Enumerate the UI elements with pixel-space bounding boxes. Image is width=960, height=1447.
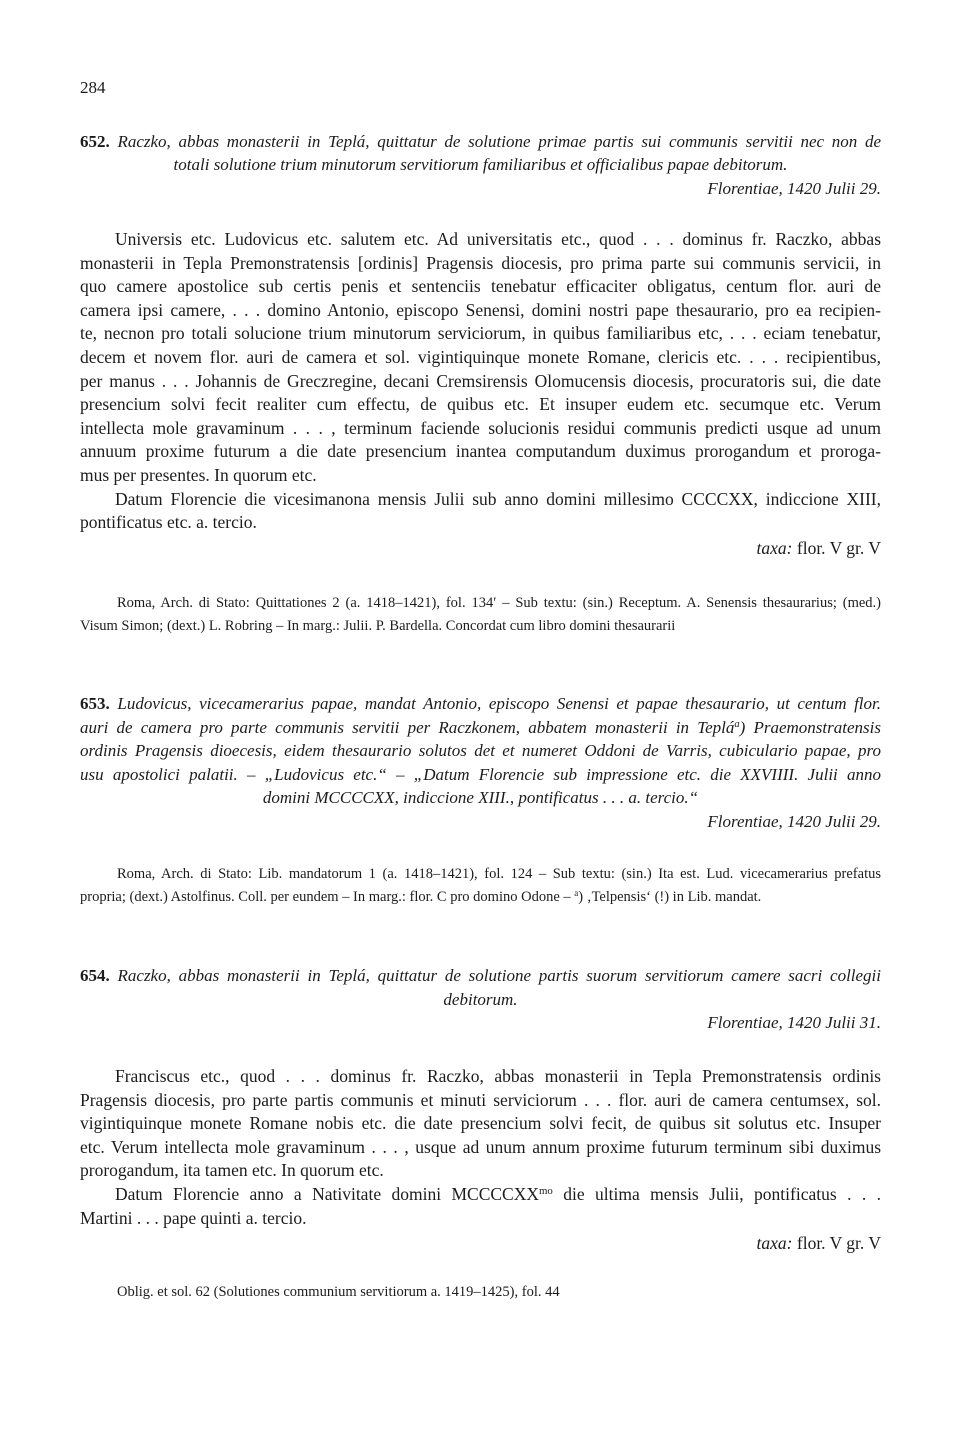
regest-text: Raczko, abbas monasterii in Teplá, quittatur de solutione partis suorum servitiorum camere sacri collegii <box>117 966 881 985</box>
regest-line <box>80 130 881 154</box>
source-note-652 <box>80 592 881 637</box>
regest-text: Ludovicus, vicecamerarius papae, mandat Antonio, episcopo Senensi et papae thesaurario, ut centum flor. <box>117 694 881 713</box>
regest-line: debitorum. <box>443 989 518 1009</box>
regest-line <box>80 964 881 988</box>
body-line: presencium solvi fecit realiter cum effectu, de quibus etc. Et insuper eudem etc. secumque etc. Verum <box>80 394 881 415</box>
body-line: quo camere apostolice sub certis penis et sentenciis tenebatur efficaciter obligatus, centum flor. auri de <box>80 276 881 297</box>
body-line: Datum Florencie die vicesimanona mensis Julii sub anno domini millesimo CCCCXX, indiccione XIII, <box>115 488 881 509</box>
source-line: Oblig. et sol. 62 (Solutiones communium servitiorum a. 1419–1425), fol. 44 <box>117 1284 560 1300</box>
body-line: te, necnon pro totali solucione trium minutorum serviciorum, in quibus familiaribus etc, . . . eciam tenebatur, <box>80 323 881 344</box>
entry-number: 654. <box>80 966 110 985</box>
place-date: Florentiae, 1420 Julii 31. <box>707 1013 881 1032</box>
body-line: Franciscus etc., quod . . . dominus fr. Raczko, abbas monasterii in Tepla Premonstratensis ordinis <box>115 1066 881 1086</box>
document-text-654 <box>80 1065 881 1256</box>
ordinal-superscript: mo <box>538 1185 553 1198</box>
regest-line: usu apostolici palatii. – „Ludovicus etc.“ – „Datum Florencie sub impressione etc. die XXVIIII. Julii anno <box>80 764 881 784</box>
place-date: Florentiae, 1420 Julii 29. <box>707 178 881 198</box>
taxa-label: taxa: <box>756 1233 793 1254</box>
body-text: Datum Florencie anno a Nativitate domini MCCCCXX <box>115 1183 539 1204</box>
taxa-value: flor. V gr. V <box>796 537 881 558</box>
regest-654 <box>80 964 881 1035</box>
body-line: Universis etc. Ludovicus etc. salutem etc. Ad universitatis etc., quod . . . dominus fr. Raczko, abbas <box>115 229 881 249</box>
body-line: Martini . . . pape quinti a. tercio. <box>80 1207 307 1228</box>
body-line: Pragensis diocesis, pro parte partis communis et minuti serviciorum . . . flor. auri de camera centumsex, sol. <box>80 1089 881 1110</box>
body-line: annuum proxime futurum a die date presencium inantea computandum duximus prorogandum et proroga- <box>80 441 881 462</box>
regest-text: auri de camera pro parte communis servitii per Raczkonem, abbatem monasterii in Teplá <box>80 717 735 737</box>
regest-line: ordinis Pragensis dioecesis, eidem thesaurario solutos det et numeret Oddoni de Varris, cubiculario papae, pro <box>80 741 881 760</box>
body-line: mus per presentes. In quorum etc. <box>80 464 317 485</box>
regest-line: totali solutione trium minutorum servitiorum familiaribus et officialibus papae debitorum. <box>173 155 788 174</box>
source-line <box>80 886 881 909</box>
regest-653 <box>80 692 881 833</box>
page-number: 284 <box>80 78 106 97</box>
body-line <box>80 1183 881 1207</box>
body-line: prorogandum, ita tamen etc. In quorum etc. <box>80 1160 384 1181</box>
source-note-653 <box>80 863 881 908</box>
document-text-652 <box>80 228 881 560</box>
regest-text: ) Praemonstratensis <box>739 717 881 737</box>
source-text: propria; (dext.) Astolfinus. Coll. per eundem – In marg.: flor. C pro domino Odone – <box>80 888 575 905</box>
regest-652 <box>80 130 881 201</box>
body-line: pontificatus etc. a. tercio. <box>80 512 257 533</box>
entry-number: 653. <box>80 694 110 713</box>
source-note-654 <box>80 1281 881 1304</box>
footnote-marker: a <box>574 887 579 898</box>
source-line: Visum Simon; (dext.) L. Robring – In marg.: Julii. P. Bardella. Concordat cum libro domini thesaurarii <box>80 617 676 634</box>
body-line: intellecta mole gravaminum . . . , terminum faciende solucionis residui communis predicti usque ad unum <box>80 417 881 438</box>
body-line: camera ipsi camere, . . . domino Antonio, episcopo Senensi, domini nostri pape thesaurario, pro ea recipien- <box>80 299 881 320</box>
source-line: Roma, Arch. di Stato: Quittationes 2 (a. 1418–1421), fol. 134′ – Sub textu: (sin.) Receptum. A. Senensis thesaurarius; (med.) <box>117 595 881 611</box>
regest-line <box>80 716 881 740</box>
taxa-label: taxa: <box>756 537 793 558</box>
taxa-line <box>80 1232 881 1256</box>
body-line: monasterii in Tepla Premonstratensis [ordinis] Pragensis diocesis, pro prima parte sui communis servicii, in <box>80 252 881 273</box>
body-line: vigintiquinque monete Romane nobis etc. die date presencium solvi fecit, de quibus sit solutus etc. Insuper <box>80 1113 881 1134</box>
regest-text: Raczko, abbas monasterii in Teplá, quittatur de solutione primae partis sui communis servitii nec non de <box>117 131 881 151</box>
regest-line: domini MCCCCXX, indiccione XIII., pontificatus . . . a. tercio.“ <box>262 788 699 807</box>
body-line: decem et novem flor. auri de camera et sol. vigintiquinque monete Romane, clericis etc. . . . recipientibus, <box>80 346 881 367</box>
taxa-value: flor. V gr. V <box>796 1233 881 1254</box>
body-line: per manus . . . Johannis de Greczregine, decani Cremsirensis Olomucensis diocesis, procuratoris sui, die date <box>80 370 881 391</box>
body-line: etc. Verum intellecta mole gravaminum . . . , usque ad unum annum proxime futurum terminum sibi duximus <box>80 1136 881 1157</box>
place-date: Florentiae, 1420 Julii 29. <box>707 811 881 831</box>
source-text: ) ‚Telpensis‘ (!) in Lib. mandat. <box>578 888 762 905</box>
regest-line <box>80 692 881 716</box>
taxa-line <box>80 537 881 561</box>
source-line: Roma, Arch. di Stato: Lib. mandatorum 1 (a. 1418–1421), fol. 124 – Sub textu: (sin.) Ita est. Lud. vicecamerarius prefatus <box>117 866 881 882</box>
body-text: die ultima mensis Julii, pontificatus . . . <box>552 1183 881 1204</box>
entry-number: 652. <box>80 131 110 151</box>
footnote-marker: a <box>734 718 740 730</box>
